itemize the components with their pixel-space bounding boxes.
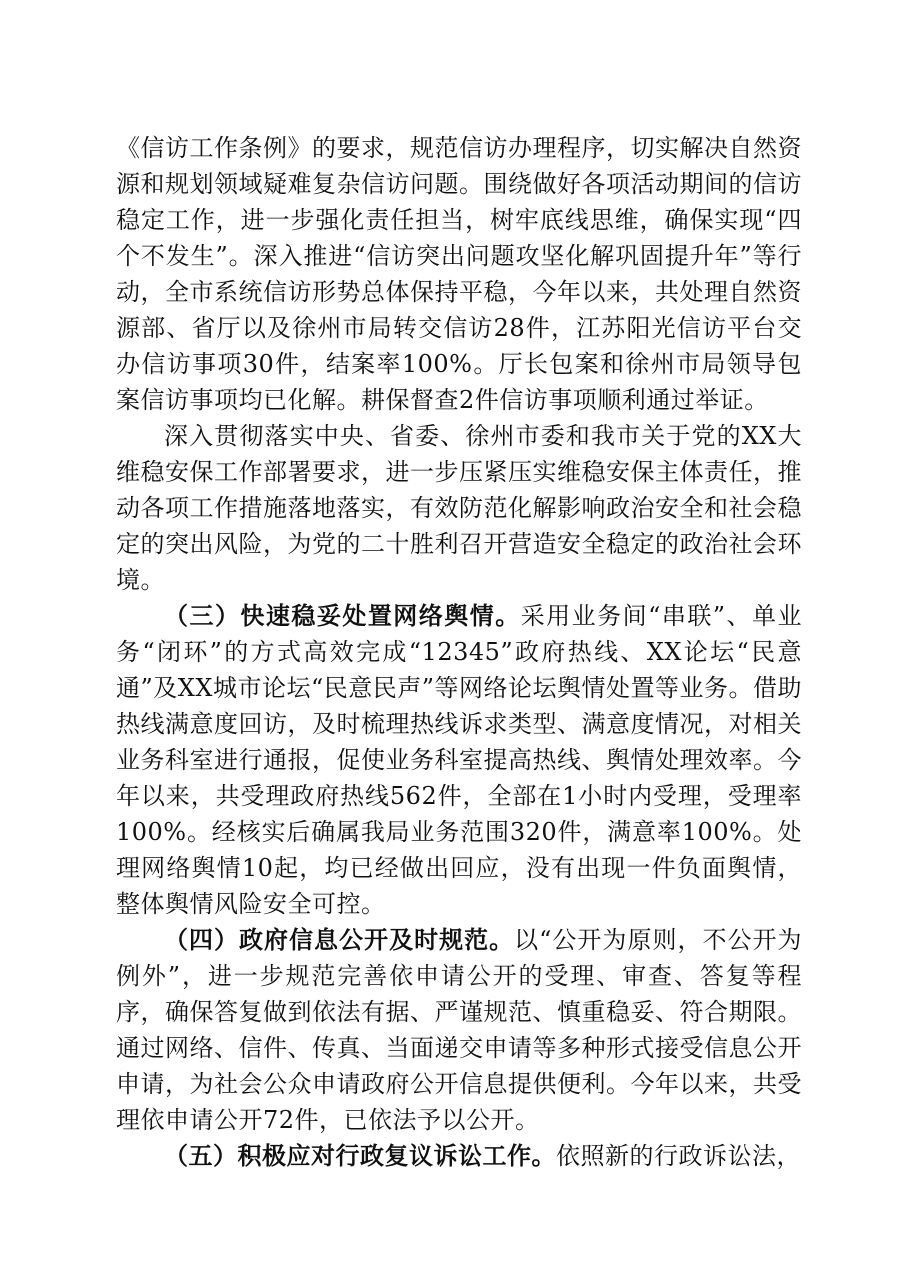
paragraph-section-3 [116,598,802,922]
paragraph-continuation [116,130,802,418]
paragraph-text: 以“公开为原则，不公开为例外”，进一步规范完善依申请公开的受理、审查、答复等程序，确保答复做到依法有据、严谨规范、慎重稳妥、符合期限。通过网络、信件、传真、当面递交申请等多种形式接受信息公开申请，为社会公众申请政府公开信息提供便利。今年以来，共受理依申请公开72件，已依法予以公开。 [116,926,802,1134]
paragraph-text: 深入贯彻落实中央、省委、徐州市委和我市关于党的XX大维稳安保工作部署要求，进一步压紧压实维稳安保主体责任，推动各项工作措施落地落实，有效防范化解影响政治安全和社会稳定的突出风险，为党的二十胜利召开营造安全稳定的政治社会环境。 [116,422,802,594]
paragraph-text: 依照新的行政诉讼法， [556,1142,801,1170]
section-heading: （三）快速稳妥处置网络舆情。 [164,601,521,630]
paragraph-section-4 [116,922,802,1138]
paragraph-text: 《信访工作条例》的要求，规范信访办理程序，切实解决自然资源和规划领域疑难复杂信访问题。围绕做好各项活动期间的信访稳定工作，进一步强化责任担当，树牢底线思维，确保实现“四个不发生”。深入推进“信访突出问题攻坚化解巩固提升年”等行动，全市系统信访形势总体保持平稳，今年以来，共处理自然资源部、省厅以及徐州市局转交信访28件，江苏阳光信访平台交办信访事项30件，结案率100%。厅长包案和徐州市局领导包案信访事项均已化解。耕保督查2件信访事项顺利通过举证。 [116,134,802,414]
section-heading: （五）积极应对行政复议诉讼工作。 [164,1141,556,1170]
document-body [116,130,802,1174]
paragraph-stability [116,418,802,598]
section-heading: （四）政府信息公开及时规范。 [164,925,515,954]
paragraph-text: 采用业务间“串联”、单业务“闭环”的方式高效完成“12345”政府热线、XX论坛“民意通”及XX城市论坛“民意民声”等网络论坛舆情处置等业务。借助热线满意度回访，及时梳理热线诉求类型、满意度情况，对相关业务科室进行通报，促使业务科室提高热线、舆情处理效率。今年以来，共受理政府热线562件，全部在1小时内受理，受理率100%。经核实后确属我局业务范围320件，满意率100%。处理网络舆情10起，均已经做出回应，没有出现一件负面舆情，整体舆情风险安全可控。 [116,602,803,918]
paragraph-section-5 [116,1138,802,1174]
